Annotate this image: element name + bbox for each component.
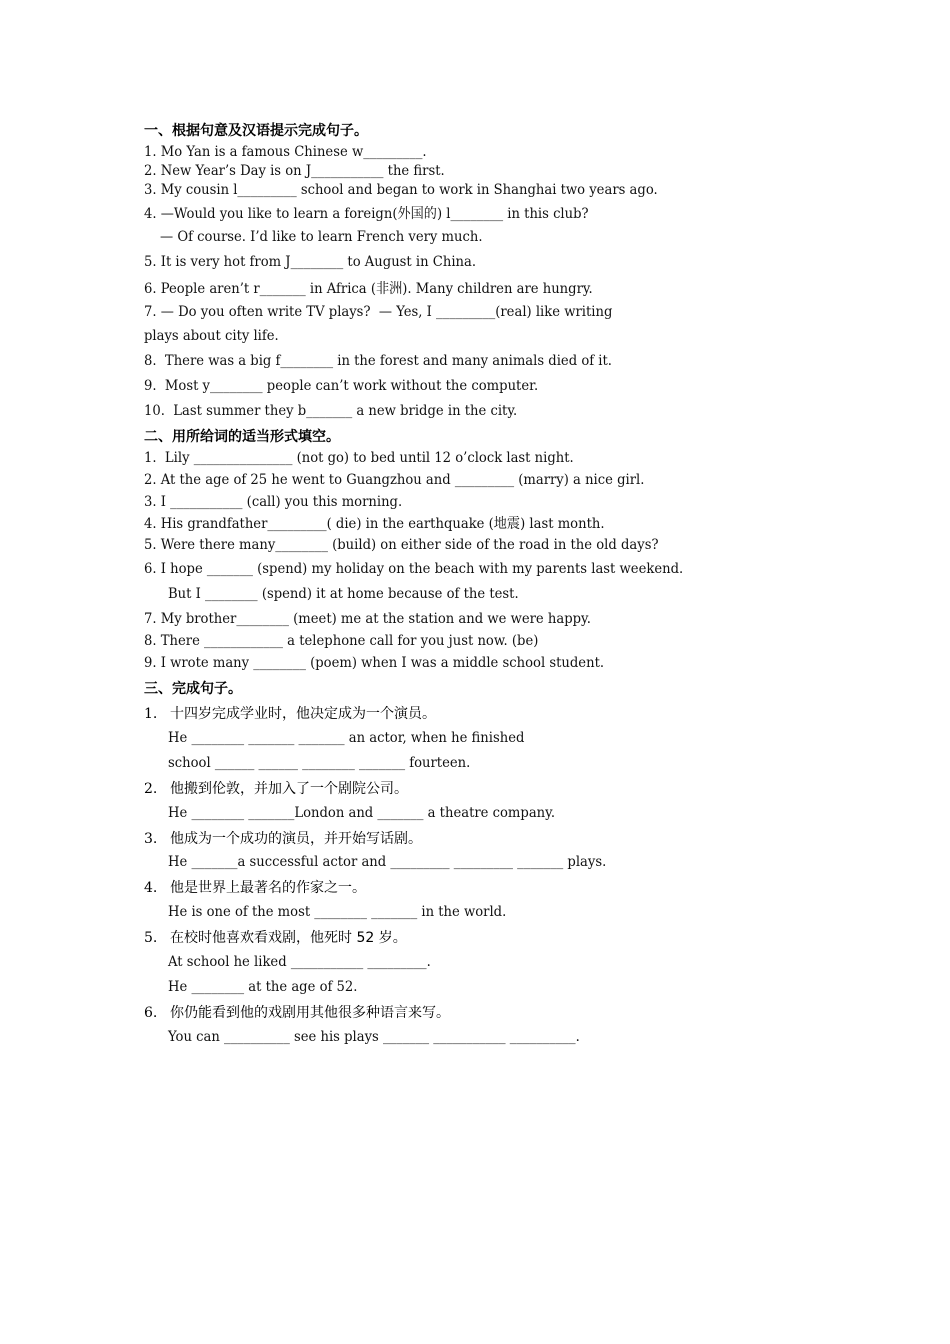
s3-item-2-num: 2. <box>144 781 158 797</box>
s1-item-3: 3. My cousin l_________ school and began to work in Shanghai two years ago. <box>144 182 658 198</box>
s1-item-9: 9. Most y________ people can’t work without the computer. <box>144 378 539 394</box>
s3-item-6-num: 6. <box>144 1005 158 1021</box>
s2-item-9: 9. I wrote many ________ (poem) when I was a middle school student. <box>144 655 605 671</box>
s3-item-3-zh: 他成为一个成功的演员，并开始写话剧。 <box>170 831 422 847</box>
s3-item-5-zh: 在校时他喜欢看戏剧，他死时 52 岁。 <box>170 930 407 946</box>
s3-item-1-zh: 十四岁完成学业时，他决定成为一个演员。 <box>170 706 436 722</box>
s1-item-10: 10. Last summer they b_______ a new bridge in the city. <box>144 403 518 419</box>
s3-item-1-line-1: He ________ _______ _______ an actor, when he finished <box>168 730 525 746</box>
s3-item-3-num: 3. <box>144 831 158 847</box>
s1-item-4-answer: — Of course. I’d like to learn French very much. <box>160 229 483 245</box>
s1-item-6: 6. People aren’t r_______ in Africa (非洲). Many children are hungry. <box>144 281 593 297</box>
s3-item-6-zh: 你仍能看到他的戏剧用其他很多种语言来写。 <box>170 1005 450 1021</box>
s3-item-1-prompt <box>144 703 436 723</box>
s3-item-3-prompt <box>144 828 422 848</box>
s3-item-1-num: 1. <box>144 706 158 722</box>
s1-item-4: 4. —Would you like to learn a foreign(外国的) l________ in this club? <box>144 206 589 222</box>
s3-item-4-zh: 他是世界上最著名的作家之一。 <box>170 880 366 896</box>
s1-item-5: 5. It is very hot from J________ to August in China. <box>144 254 477 270</box>
s3-item-5-line-1: At school he liked ___________ _________. <box>168 954 431 970</box>
s3-item-2-line-1: He ________ _______London and _______ a theatre company. <box>168 805 556 821</box>
s3-item-5-line-2: He ________ at the age of 52. <box>168 979 358 995</box>
s2-item-7: 7. My brother________ (meet) me at the station and we were happy. <box>144 611 591 627</box>
section1-title: 一、根据句意及汉语提示完成句子。 <box>144 123 368 139</box>
s3-item-4-line-1: He is one of the most ________ _______ in the world. <box>168 904 507 920</box>
s2-item-8: 8. There ____________ a telephone call for you just now. (be) <box>144 633 539 649</box>
s1-item-2: 2. New Year’s Day is on J___________ the first. <box>144 163 445 179</box>
s3-item-2-prompt <box>144 778 408 798</box>
s2-item-2: 2. At the age of 25 he went to Guangzhou and _________ (marry) a nice girl. <box>144 472 645 488</box>
s3-item-4-prompt <box>144 877 366 897</box>
s3-item-4-num: 4. <box>144 880 158 896</box>
s3-item-5-prompt <box>144 927 407 947</box>
s2-item-6: 6. I hope _______ (spend) my holiday on the beach with my parents last weekend. <box>144 561 684 577</box>
s3-item-6-prompt <box>144 1002 450 1022</box>
s3-item-3-line-1: He _______a successful actor and _________ _________ _______ plays. <box>168 854 607 870</box>
s2-item-5: 5. Were there many________ (build) on either side of the road in the old days? <box>144 537 659 553</box>
section2-title: 二、用所给词的适当形式填空。 <box>144 429 340 445</box>
s2-item-1: 1. Lily _______________ (not go) to bed until 12 o’clock last night. <box>144 450 574 466</box>
s2-item-3: 3. I ___________ (call) you this morning. <box>144 494 403 510</box>
section3-title: 三、完成句子。 <box>144 681 242 697</box>
s3-item-5-num: 5. <box>144 930 158 946</box>
s1-item-8: 8. There was a big f________ in the forest and many animals died of it. <box>144 353 612 369</box>
s2-item-6-cont: But I ________ (spend) it at home because of the test. <box>168 586 519 602</box>
s2-item-4: 4. His grandfather_________( die) in the earthquake (地震) last month. <box>144 516 605 532</box>
s3-item-6-line-1: You can __________ see his plays _______ ___________ __________. <box>168 1029 580 1045</box>
s1-item-1: 1. Mo Yan is a famous Chinese w_________. <box>144 144 427 160</box>
s1-item-7: 7. — Do you often write TV plays? — Yes, I _________(real) like writing <box>144 304 613 320</box>
s3-item-1-line-2: school ______ ______ ________ _______ fourteen. <box>168 755 471 771</box>
s3-item-2-zh: 他搬到伦敦，并加入了一个剧院公司。 <box>170 781 408 797</box>
s1-item-7-cont: plays about city life. <box>144 328 279 344</box>
